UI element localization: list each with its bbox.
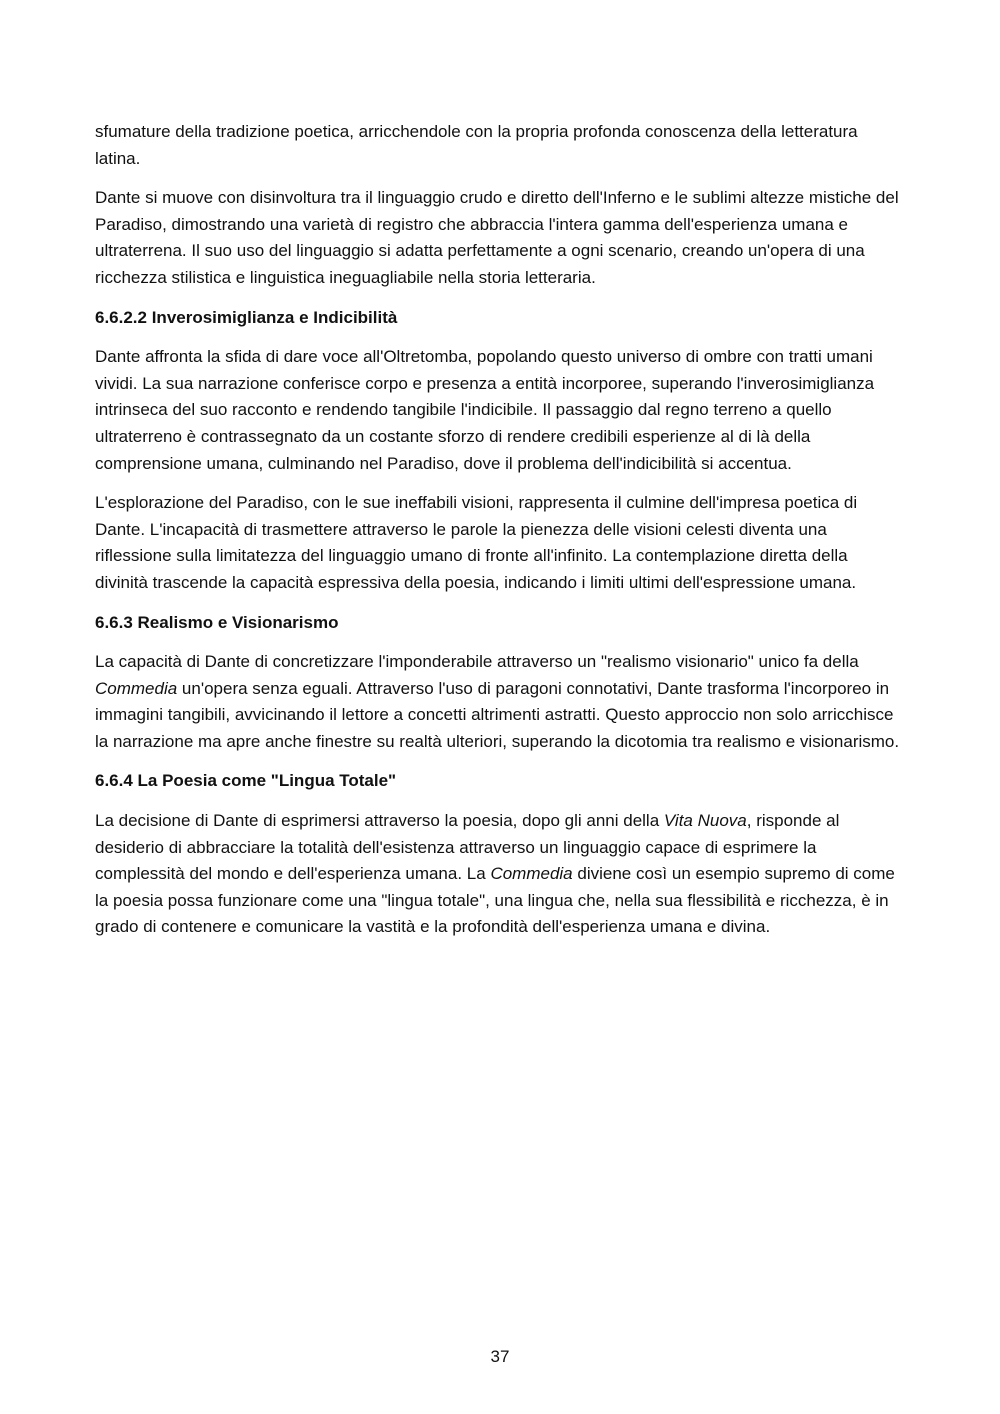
text-run: La capacità di Dante di concretizzare l'imponderabile attraverso un "realismo visionario" unico fa della — [95, 652, 859, 672]
section-heading — [95, 305, 903, 332]
text-run: Dante affronta la sfida di dare voce all'Oltretomba, popolando questo universo di ombre con tratti umani vividi. La sua narrazione conferisce corpo e presenza a entità incorporee, superando l'inverosimiglianza intrinseca del suo racconto e rendendo tangibile l'indicibile. Il passaggio dal regno terreno a quello ultraterreno è contrassegnato da un costante sforzo di rendere credibili esperienze al di là della comprensione umana, culminando nel Paradiso, dove il problema dell'indicibilità si accentua. — [95, 347, 875, 473]
italic-title: Vita Nuova — [663, 811, 747, 831]
heading-text: 6.6.2.2 Inverosimiglianza e Indicibilità — [95, 307, 398, 327]
text-run: diviene così un esempio supremo di come la poesia possa funzionare come una "lingua totale", una lingua che, nella sua flessibilità e ricchezza, è in grado di contenere e comunicare la vastità e la profondità dell'esperienza umana e divina. — [95, 864, 895, 937]
italic-title: Commedia — [490, 864, 573, 884]
paragraph — [95, 344, 903, 477]
paragraph — [95, 808, 903, 941]
paragraph — [95, 649, 903, 755]
text-run: , risponde al desiderio di abbracciare la totalità dell'esistenza attraverso un linguaggio capace di esprimere la complessità del mondo e dell'esperienza umana. La — [95, 811, 840, 884]
heading-text: 6.6.3 Realismo e Visionarismo — [95, 612, 339, 632]
section-heading — [95, 768, 903, 795]
paragraph — [95, 185, 903, 291]
page-body — [95, 119, 903, 954]
text-run: un'opera senza eguali. Attraverso l'uso di paragoni connotativi, Dante trasforma l'incorporeo in immagini tangibili, avvicinando il lettore a concetti altrimenti astratti. Questo approccio non solo arricchisce la narrazione ma apre anche finestre su realtà ulteriori, superando la dicotomia tra realismo e visionarismo. — [95, 678, 900, 751]
page-number: 37 — [490, 1347, 510, 1366]
text-run: L'esplorazione del Paradiso, con le sue ineffabili visioni, rappresenta il culmine dell'impresa poetica di Dante. L'incapacità di trasmettere attraverso le parole la pienezza delle visioni celesti diventa una riflessione sulla limitatezza del linguaggio umano di fronte all'infinito. La contemplazione diretta della divinità trascende la capacità espressiva della poesia, indicando i limiti ultimi dell'espressione umana. — [95, 493, 858, 592]
heading-text: 6.6.4 La Poesia come "Lingua Totale" — [95, 771, 397, 791]
paragraph — [95, 490, 903, 596]
section-heading — [95, 610, 903, 637]
text-run: sfumature della tradizione poetica, arricchendole con la propria profonda conoscenza della letteratura latina. — [95, 122, 858, 168]
text-run: La decisione di Dante di esprimersi attraverso la poesia, dopo gli anni della — [95, 811, 664, 831]
italic-title: Commedia — [95, 678, 178, 698]
paragraph — [95, 119, 903, 172]
text-run: Dante si muove con disinvoltura tra il linguaggio crudo e diretto dell'Inferno e le sublimi altezze mistiche del Paradiso, dimostrando una varietà di registro che abbraccia l'intera gamma dell'esperienza umana e ultraterrena. Il suo uso del linguaggio si adatta perfettamente a ogni scenario, creando un'opera di una ricchezza stilistica e linguistica ineguagliabile nella storia letteraria. — [95, 188, 899, 287]
